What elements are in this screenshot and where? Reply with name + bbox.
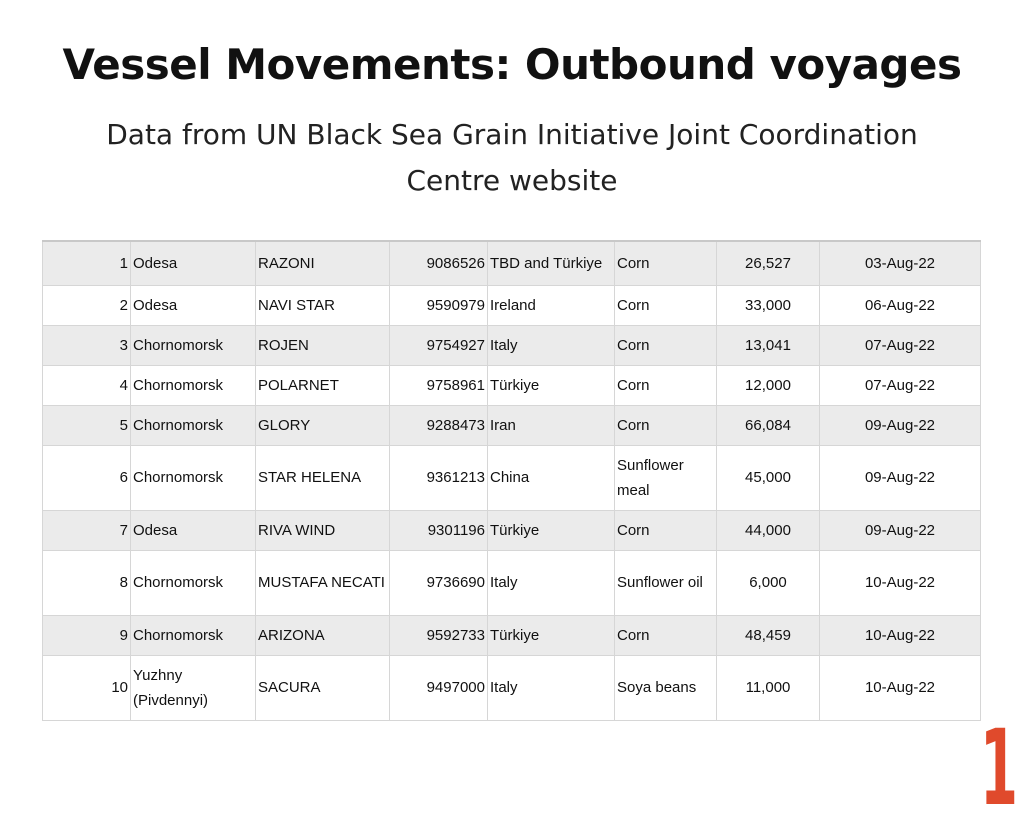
table-row bbox=[43, 615, 981, 655]
departure-port: Odesa bbox=[131, 510, 256, 550]
commodity: Soya beans bbox=[615, 655, 717, 720]
commodity: Corn bbox=[615, 325, 717, 365]
tonnage: 48,459 bbox=[717, 615, 820, 655]
destination: Italy bbox=[488, 655, 615, 720]
row-number: 8 bbox=[43, 550, 131, 615]
departure-date: 07-Aug-22 bbox=[820, 325, 981, 365]
page-number bbox=[978, 718, 1020, 808]
tonnage: 45,000 bbox=[717, 445, 820, 510]
voyages-table-body bbox=[43, 241, 981, 720]
table-row bbox=[43, 550, 981, 615]
commodity: Corn bbox=[615, 285, 717, 325]
imo-number: 9288473 bbox=[390, 405, 488, 445]
tonnage: 44,000 bbox=[717, 510, 820, 550]
destination: Italy bbox=[488, 550, 615, 615]
page-subtitle: Data from UN Black Sea Grain Initiative Joint Coordination Centre website bbox=[106, 118, 918, 197]
imo-number: 9301196 bbox=[390, 510, 488, 550]
row-number: 9 bbox=[43, 615, 131, 655]
imo-number: 9736690 bbox=[390, 550, 488, 615]
table-row bbox=[43, 405, 981, 445]
destination: Türkiye bbox=[488, 365, 615, 405]
departure-port: Chornomorsk bbox=[131, 405, 256, 445]
imo-number: 9497000 bbox=[390, 655, 488, 720]
departure-date: 09-Aug-22 bbox=[820, 445, 981, 510]
tonnage: 33,000 bbox=[717, 285, 820, 325]
commodity: Corn bbox=[615, 365, 717, 405]
departure-port: Chornomorsk bbox=[131, 325, 256, 365]
page-title: Vessel Movements: Outbound voyages bbox=[62, 40, 962, 89]
departure-date: 06-Aug-22 bbox=[820, 285, 981, 325]
vessel-name: GLORY bbox=[256, 405, 390, 445]
destination: Türkiye bbox=[488, 615, 615, 655]
commodity: Corn bbox=[615, 405, 717, 445]
table-row bbox=[43, 285, 981, 325]
departure-date: 10-Aug-22 bbox=[820, 655, 981, 720]
vessel-name: RAZONI bbox=[256, 241, 390, 285]
tonnage: 11,000 bbox=[717, 655, 820, 720]
row-number: 4 bbox=[43, 365, 131, 405]
departure-date: 09-Aug-22 bbox=[820, 405, 981, 445]
imo-number: 9592733 bbox=[390, 615, 488, 655]
destination: Ireland bbox=[488, 285, 615, 325]
table-row bbox=[43, 510, 981, 550]
commodity: Corn bbox=[615, 510, 717, 550]
row-number: 5 bbox=[43, 405, 131, 445]
departure-port: Chornomorsk bbox=[131, 365, 256, 405]
table-row bbox=[43, 445, 981, 510]
vessel-name: ARIZONA bbox=[256, 615, 390, 655]
imo-number: 9361213 bbox=[390, 445, 488, 510]
departure-port: Odesa bbox=[131, 285, 256, 325]
departure-port: Chornomorsk bbox=[131, 615, 256, 655]
departure-date: 03-Aug-22 bbox=[820, 241, 981, 285]
destination: TBD and Türkiye bbox=[488, 241, 615, 285]
table-row bbox=[43, 325, 981, 365]
tonnage: 12,000 bbox=[717, 365, 820, 405]
row-number: 2 bbox=[43, 285, 131, 325]
tonnage: 13,041 bbox=[717, 325, 820, 365]
tonnage: 66,084 bbox=[717, 405, 820, 445]
departure-date: 07-Aug-22 bbox=[820, 365, 981, 405]
table-row bbox=[43, 365, 981, 405]
table-row bbox=[43, 655, 981, 720]
tonnage: 6,000 bbox=[717, 550, 820, 615]
departure-port: Yuzhny (Pivdennyi) bbox=[131, 655, 256, 720]
imo-number: 9754927 bbox=[390, 325, 488, 365]
voyages-table bbox=[42, 240, 981, 721]
vessel-name: NAVI STAR bbox=[256, 285, 390, 325]
vessel-name: SACURA bbox=[256, 655, 390, 720]
departure-port: Odesa bbox=[131, 241, 256, 285]
imo-number: 9086526 bbox=[390, 241, 488, 285]
destination: Türkiye bbox=[488, 510, 615, 550]
row-number: 10 bbox=[43, 655, 131, 720]
commodity: Corn bbox=[615, 615, 717, 655]
page-number-text: 1 bbox=[980, 718, 1018, 808]
vessel-name: STAR HELENA bbox=[256, 445, 390, 510]
vessel-name: RIVA WIND bbox=[256, 510, 390, 550]
departure-date: 09-Aug-22 bbox=[820, 510, 981, 550]
destination: Iran bbox=[488, 405, 615, 445]
destination: China bbox=[488, 445, 615, 510]
row-number: 7 bbox=[43, 510, 131, 550]
departure-port: Chornomorsk bbox=[131, 445, 256, 510]
vessel-name: ROJEN bbox=[256, 325, 390, 365]
imo-number: 9758961 bbox=[390, 365, 488, 405]
vessel-name: POLARNET bbox=[256, 365, 390, 405]
imo-number: 9590979 bbox=[390, 285, 488, 325]
tonnage: 26,527 bbox=[717, 241, 820, 285]
departure-port: Chornomorsk bbox=[131, 550, 256, 615]
destination: Italy bbox=[488, 325, 615, 365]
table-row bbox=[43, 241, 981, 285]
row-number: 1 bbox=[43, 241, 131, 285]
row-number: 3 bbox=[43, 325, 131, 365]
row-number: 6 bbox=[43, 445, 131, 510]
departure-date: 10-Aug-22 bbox=[820, 615, 981, 655]
commodity: Sunflower meal bbox=[615, 445, 717, 510]
departure-date: 10-Aug-22 bbox=[820, 550, 981, 615]
vessel-name: MUSTAFA NECATI bbox=[256, 550, 390, 615]
commodity: Corn bbox=[615, 241, 717, 285]
commodity: Sunflower oil bbox=[615, 550, 717, 615]
